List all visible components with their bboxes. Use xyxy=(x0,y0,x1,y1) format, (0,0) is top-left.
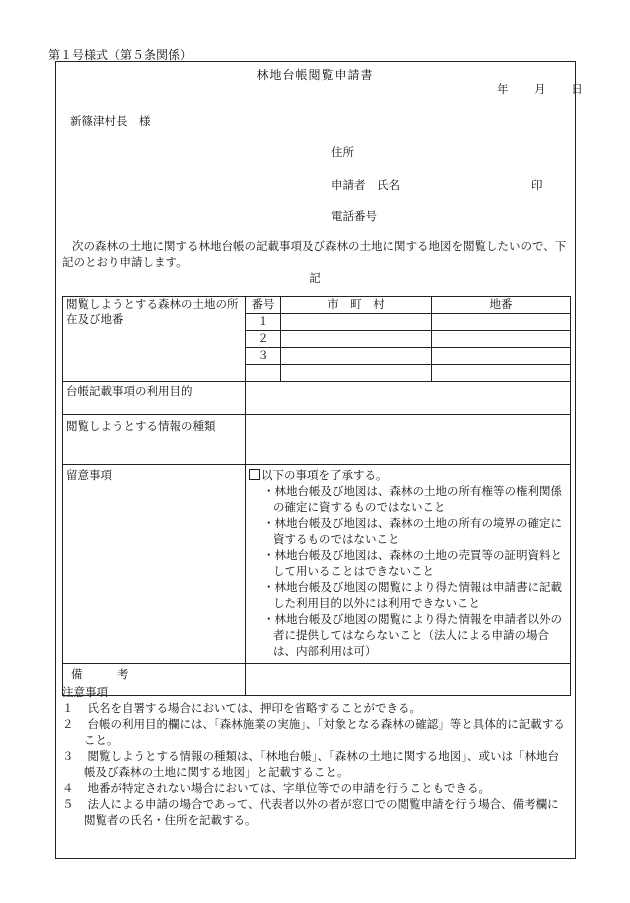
document-title: 林地台帳閲覧申請書 xyxy=(256,68,374,82)
form-number-label: 第１号様式（第５条関係） xyxy=(48,48,193,62)
notice-label: 留意事項 xyxy=(63,465,246,664)
purpose-label: 台帳記載事項の利用目的 xyxy=(63,382,246,415)
consent-checkbox[interactable] xyxy=(249,469,260,480)
address-label: 住所 xyxy=(331,145,354,159)
application-table xyxy=(62,296,571,696)
col-lot-header: 地番 xyxy=(432,297,571,314)
notice-item: ・林地台帳及び地図は、森林の土地の所有権等の権利関係の確定に資するものではないこと xyxy=(263,484,562,514)
lot-field[interactable] xyxy=(432,314,571,331)
note-number: ５ xyxy=(62,797,74,811)
municipality-field[interactable] xyxy=(281,314,432,331)
note-text: 地番が特定されない場合においては、字単位等での申請を行うこともできる。 xyxy=(87,781,490,795)
notice-item: ・林地台帳及び地図の閲覧により得た情報は申請書に記載した利用目的以外には利用できないこと xyxy=(263,580,562,610)
note-number: １ xyxy=(62,701,74,715)
municipality-field[interactable] xyxy=(281,348,432,365)
municipality-field[interactable] xyxy=(281,331,432,348)
row-number xyxy=(246,365,281,382)
lot-field[interactable] xyxy=(432,348,571,365)
col-number-header: 番号 xyxy=(246,297,281,314)
date-row xyxy=(497,81,605,97)
info-type-field[interactable] xyxy=(246,415,571,465)
seal-mark: 印 xyxy=(531,178,543,192)
note-item xyxy=(62,748,570,780)
applicant-name-label: 申請者 氏名 xyxy=(331,178,400,192)
row-number: １ xyxy=(246,314,281,331)
notice-item: ・林地台帳及び地図の閲覧により得た情報を申請者以外の者に提供してはならないこと（法人による申請の場合は、内部利用は可） xyxy=(263,612,562,658)
request-statement: 次の森林の土地に関する林地台帳の記載事項及び森林の土地に関する地図を閲覧したいので、下記のとおり申請します。 xyxy=(62,239,567,269)
notice-cell xyxy=(246,465,571,664)
notes-section xyxy=(62,684,570,828)
notes-heading: 注意事項 xyxy=(62,685,108,699)
lot-field[interactable] xyxy=(432,331,571,348)
note-number: ２ xyxy=(62,717,74,731)
addressee: 新篠津村長 様 xyxy=(70,114,151,128)
notice-item: ・林地台帳及び地図は、森林の土地の所有の境界の確定に資するものではないこと xyxy=(263,516,562,546)
note-text: 閲覧しようとする情報の種類は、「林地台帳」、「森林の土地に関する地図」、或いは「林地台帳及び森林の土地に関する地図」と記載すること。 xyxy=(84,749,559,779)
location-label: 閲覧しようとする森林の土地の所在及び地番 xyxy=(63,297,246,382)
lot-field[interactable] xyxy=(432,365,571,382)
note-text: 氏名を自署する場合においては、押印を省略することができる。 xyxy=(87,701,421,715)
note-text: 法人による申請の場合であって、代表者以外の者が窓口での閲覧申請を行う場合、備考欄に閲覧者の氏名・住所を記載する。 xyxy=(84,797,559,827)
notice-checkbox-text: 以下の事項を了承する。 xyxy=(261,468,388,482)
purpose-field[interactable] xyxy=(246,382,571,415)
notice-checkbox-row xyxy=(249,468,567,483)
remarks-label: 備 考 xyxy=(63,664,246,696)
row-number: ３ xyxy=(246,348,281,365)
notice-list xyxy=(249,483,567,659)
info-type-label: 閲覧しようとする情報の種類 xyxy=(63,415,246,465)
date-month: 月 xyxy=(534,82,546,96)
note-item xyxy=(62,716,570,748)
col-municipality-header: 市 町 村 xyxy=(281,297,432,314)
municipality-field[interactable] xyxy=(281,365,432,382)
note-number: ４ xyxy=(62,781,74,795)
ki-heading: 記 xyxy=(309,271,321,285)
note-item xyxy=(62,780,570,796)
note-number: ３ xyxy=(62,749,74,763)
notice-item: ・林地台帳及び地図は、森林の土地の売買等の証明資料として用いることはできないこと xyxy=(263,548,562,578)
phone-label: 電話番号 xyxy=(331,209,377,223)
note-text: 台帳の利用目的欄には、「森林施業の実施」、「対象となる森林の確認」等と具体的に記載すること。 xyxy=(84,717,565,747)
row-number: ２ xyxy=(246,331,281,348)
date-day: 日 xyxy=(571,82,583,96)
note-item xyxy=(62,796,570,828)
note-item xyxy=(62,700,570,716)
date-year: 年 xyxy=(497,82,509,96)
